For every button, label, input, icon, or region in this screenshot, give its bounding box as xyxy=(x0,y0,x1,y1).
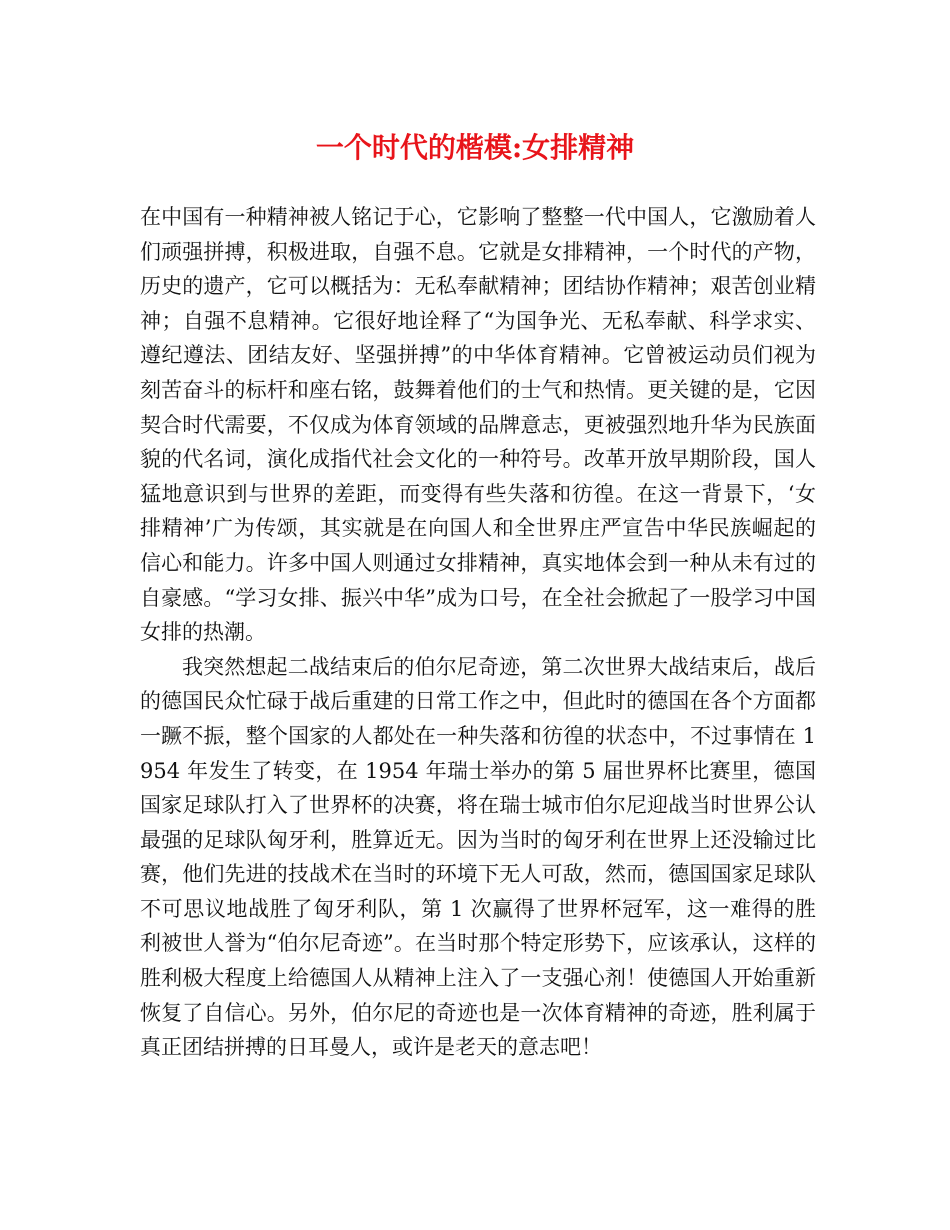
paragraph-miracle-of-bern: 我突然想起二战结束后的伯尔尼奇迹，第二次世界大战结束后，战后的德国民众忙碌于战后重建的日常工作之中，但此时的德国在各个方面都一蹶不振，整个国家的人都处在一种失落和彷徨的状态中，不过事情在 1954 年发生了转变，在 1954 年瑞士举办的第 5 届世界杯比赛里，德国国家足球队打入了世界杯的决赛，将在瑞士城市伯尔尼迎战当时世界公认最强的足球队匈牙利，胜算近无。因为当时的匈牙利在世界上还没输过比赛，他们先进的技战术在当时的环境下无人可敌，然而，德国国家足球队不可思议地战胜了匈牙利队，第 1 次赢得了世界杯冠军，这一难得的胜利被世人誉为“伯尔尼奇迹”。在当时那个特定形势下，应该承认，这样的胜利极大程度上给德国人从精神上注入了一支强心剂！使德国人开始重新恢复了自信心。另外，伯尔尼的奇迹也是一次体育精神的奇迹，胜利属于真正团结拼搏的日耳曼人，或许是老天的意志吧！ xyxy=(140,654,816,1060)
document-title: 一个时代的楷模:女排精神 xyxy=(315,131,635,164)
paragraph-women-volleyball-spirit: 在中国有一种精神被人铭记于心，它影响了整整一代中国人，它激励着人们顽强拼搏，积极进取，自强不息。它就是女排精神，一个时代的产物，历史的遗产，它可以概括为：无私奉献精神；团结协作精神；艰苦创业精神；自强不息精神。它很好地诠释了“为国争光、无私奉献、科学求实、遵纪遵法、团结友好、坚强拼搏”的中华体育精神。它曾被运动员们视为刻苦奋斗的标杆和座右铭，鼓舞着他们的士气和热情。更关键的是，它因契合时代需要，不仅成为体育领域的品牌意志，更被强烈地升华为民族面貌的代名词，演化成指代社会文化的一种符号。改革开放早期阶段，国人猛地意识到与世界的差距，而变得有些失落和彷徨。在这一背景下，‘女排精神’广为传颂，其实就是在向国人和全世界庄严宣告中华民族崛起的信心和能力。许多中国人则通过女排精神，真实地体会到一种从未有过的自豪感。“学习女排、振兴中华”成为口号，在全社会掀起了一股学习中国女排的热潮。 xyxy=(140,205,816,645)
document-body xyxy=(140,200,816,1065)
